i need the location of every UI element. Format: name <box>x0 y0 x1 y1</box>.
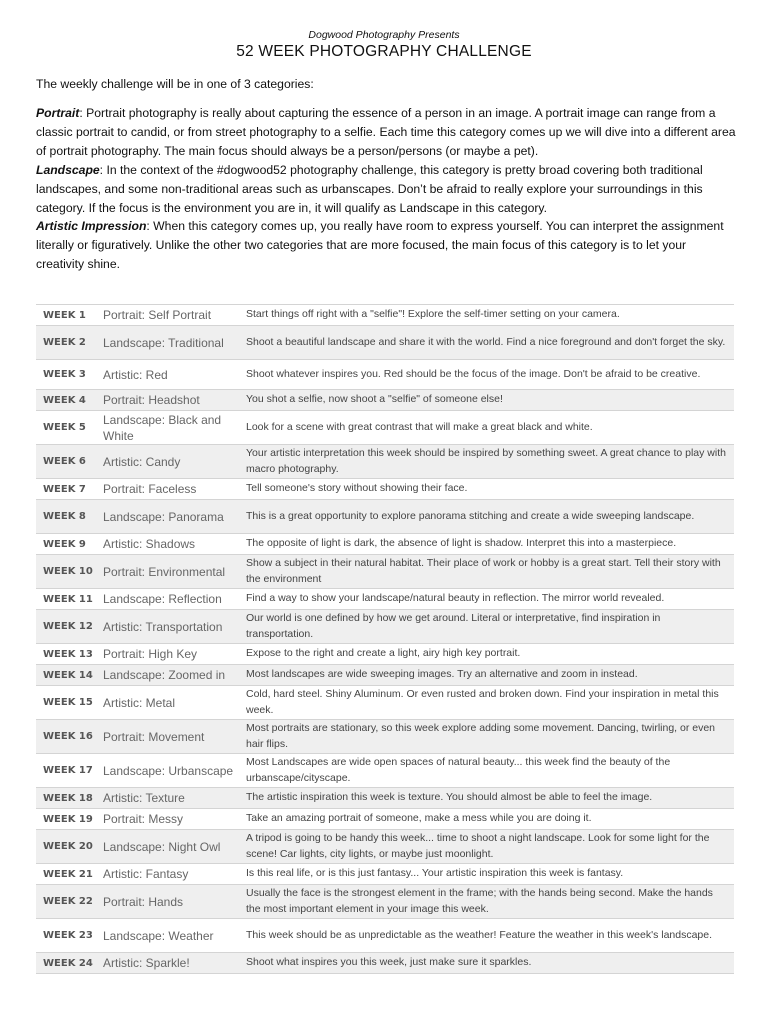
weekly-schedule-table <box>36 304 734 974</box>
week-number: WEEK 9 <box>43 538 86 550</box>
table-row <box>36 411 734 445</box>
week-description: You shot a selfie, now shoot a "selfie" of someone else! <box>246 393 503 406</box>
table-row <box>36 534 734 555</box>
intro-text: The weekly challenge will be in one of 3 categories: <box>36 77 314 91</box>
table-row <box>36 644 734 665</box>
week-description: Your artistic interpretation this week should be inspired by something sweet. A great chance to play with macro photography. <box>246 447 726 475</box>
week-description: Usually the face is the strongest element in the frame; with the hands being second. Make the hands the most important element in your image this week. <box>246 887 713 915</box>
week-number: WEEK 22 <box>43 896 93 907</box>
week-number: WEEK 1 <box>43 309 86 321</box>
table-row <box>36 830 734 864</box>
week-category: Portrait: Self Portrait <box>103 308 212 322</box>
table-row <box>36 326 734 360</box>
category-landscape <box>36 161 736 218</box>
table-row <box>36 589 734 610</box>
week-number: WEEK 10 <box>43 566 93 577</box>
table-row <box>36 686 734 720</box>
table-row <box>36 610 734 644</box>
week-description: This week should be as unpredictable as the weather! Feature the weather in this week's landscape. <box>246 928 713 941</box>
category-text: : Portrait photography is really about capturing the essence of a person in an image. A portrait image can range from a classic portrait to candid, or from street photography to a selfie. Each time this category comes up we will dive into a different area of portrait photography. The main focus should always be a person/persons (or maybe a pet). <box>36 106 736 158</box>
week-number: WEEK 18 <box>43 792 93 804</box>
table-row <box>36 305 734 326</box>
week-number: WEEK 15 <box>43 697 93 708</box>
week-number: WEEK 19 <box>43 813 93 825</box>
week-category: Artistic: Red <box>103 367 168 382</box>
week-number: WEEK 4 <box>43 394 86 406</box>
table-row <box>36 754 734 788</box>
week-number: WEEK 8 <box>43 511 86 522</box>
week-description: Expose to the right and create a light, airy high key portrait. <box>246 647 521 660</box>
week-category: Artistic: Shadows <box>103 537 196 551</box>
week-category: Landscape: Panorama <box>103 509 224 524</box>
week-category: Landscape: Night Owl <box>103 839 221 854</box>
table-row <box>36 479 734 500</box>
week-number: WEEK 13 <box>43 648 93 660</box>
week-description: Shoot whatever inspires you. Red should be the focus of the image. Don't be afraid to be creative. <box>246 367 701 380</box>
week-description: This is a great opportunity to explore panorama stitching and create a wide sweeping landscape. <box>246 509 695 522</box>
table-row <box>36 390 734 411</box>
week-category: Portrait: Environmental <box>103 564 226 579</box>
week-number: WEEK 3 <box>43 369 86 380</box>
week-description: Start things off right with a "selfie"! Explore the self-timer setting on your camera. <box>246 308 620 321</box>
week-category: Artistic: Candy <box>103 454 181 469</box>
week-number: WEEK 11 <box>43 593 93 605</box>
week-description: Most landscapes are wide sweeping images. Try an alternative and zoom in instead. <box>246 668 638 681</box>
week-number: WEEK 12 <box>43 621 93 632</box>
week-number: WEEK 5 <box>43 422 86 433</box>
category-text: : In the context of the #dogwood52 photography challenge, this category is pretty broad covering both traditional landscapes, and some non-traditional areas such as urbanscapes. Don’t be afraid to really explore your surroundings in this category. If the focus is the environment you are in, it will qualify as Landscape in this category. <box>36 162 703 215</box>
week-category: Artistic: Texture <box>103 791 185 805</box>
table-row <box>36 864 734 885</box>
week-description: Shoot what inspires you this week, just make sure it sparkles. <box>246 956 532 969</box>
week-number: WEEK 6 <box>43 456 86 467</box>
table-row <box>36 788 734 809</box>
week-description: Shoot a beautiful landscape and share it with the world. Find a nice foreground and don't forget the sky. <box>246 335 726 348</box>
week-description: Most portraits are stationary, so this week explore adding some movement. Dancing, twirling, or even hair flips. <box>246 722 716 750</box>
week-number: WEEK 17 <box>43 765 93 776</box>
table-row <box>36 500 734 534</box>
table-row <box>36 360 734 390</box>
presenter-line: Dogwood Photography Presents <box>308 29 460 41</box>
category-name: Artistic Impression <box>36 219 147 234</box>
week-description: The opposite of light is dark, the absence of light is shadow. Interpret this into a masterpiece. <box>246 537 677 550</box>
week-category: Landscape: Black and White <box>103 412 222 443</box>
week-category: Landscape: Traditional <box>103 335 224 350</box>
week-description: Cold, hard steel. Shiny Aluminum. Or even rusted and broken down. Find your inspiration in metal this week. <box>246 688 719 716</box>
category-text: : When this category comes up, you really have room to express yourself. You can interpret the assignment literally or figuratively. Unlike the other two categories that are more focused, the main focus of this category is to let your creativity shine. <box>36 219 724 272</box>
week-category: Artistic: Metal <box>103 695 176 710</box>
week-description: Our world is one defined by how we get around. Literal or interpretative, find inspiration in transportation. <box>246 612 661 640</box>
category-portrait <box>36 104 736 161</box>
table-row <box>36 555 734 589</box>
week-description: Find a way to show your landscape/natural beauty in reflection. The mirror world revealed. <box>246 592 665 605</box>
category-artistic <box>36 217 736 274</box>
week-category: Artistic: Sparkle! <box>103 956 190 970</box>
week-category: Landscape: Zoomed in <box>103 668 226 682</box>
week-description: A tripod is going to be handy this week... time to shoot a night landscape. Look for some light for the scene! Car lights, city lights, or maybe just moonlight. <box>246 832 710 860</box>
week-category: Artistic: Fantasy <box>103 867 189 881</box>
week-category: Landscape: Reflection <box>103 592 222 606</box>
category-name: Portrait <box>36 106 80 120</box>
week-number: WEEK 21 <box>43 868 93 880</box>
week-description: Look for a scene with great contrast that will make a great black and white. <box>246 420 593 433</box>
week-category: Portrait: High Key <box>103 647 198 661</box>
page-title: 52 WEEK PHOTOGRAPHY CHALLENGE <box>236 43 532 60</box>
week-description: Show a subject in their natural habitat. Their place of work or hobby is a great start. Tell their story with the environment <box>246 557 721 585</box>
category-descriptions <box>36 104 736 274</box>
week-description: The artistic inspiration this week is texture. You should almost be able to feel the image. <box>246 791 653 804</box>
week-category: Landscape: Weather <box>103 928 214 943</box>
table-row <box>36 919 734 953</box>
week-description: Most Landscapes are wide open spaces of natural beauty... this week find the beauty of the urbanscape/cityscape. <box>246 756 671 784</box>
table-row <box>36 953 734 974</box>
week-description: Tell someone's story without showing their face. <box>246 482 468 495</box>
week-number: WEEK 20 <box>43 841 93 852</box>
week-description: Take an amazing portrait of someone, make a mess while you are doing it. <box>246 812 592 825</box>
week-category: Portrait: Faceless <box>103 482 197 496</box>
week-number: WEEK 24 <box>43 957 93 969</box>
week-number: WEEK 23 <box>43 930 93 941</box>
table-row <box>36 665 734 686</box>
table-row <box>36 445 734 479</box>
week-number: WEEK 14 <box>43 669 93 681</box>
week-category: Landscape: Urbanscape <box>103 763 234 778</box>
week-description: Is this real life, or is this just fantasy... Your artistic inspiration this week is fantasy. <box>246 867 624 880</box>
table-row <box>36 809 734 830</box>
week-number: WEEK 16 <box>43 731 93 742</box>
week-number: WEEK 2 <box>43 337 86 348</box>
week-category: Artistic: Transportation <box>103 619 223 634</box>
week-number: WEEK 7 <box>43 483 86 495</box>
table-row <box>36 885 734 919</box>
week-category: Portrait: Movement <box>103 729 205 744</box>
week-category: Portrait: Messy <box>103 812 184 826</box>
week-category: Portrait: Headshot <box>103 393 200 407</box>
table-row <box>36 720 734 754</box>
week-category: Portrait: Hands <box>103 894 184 909</box>
category-name: Landscape <box>36 162 100 177</box>
